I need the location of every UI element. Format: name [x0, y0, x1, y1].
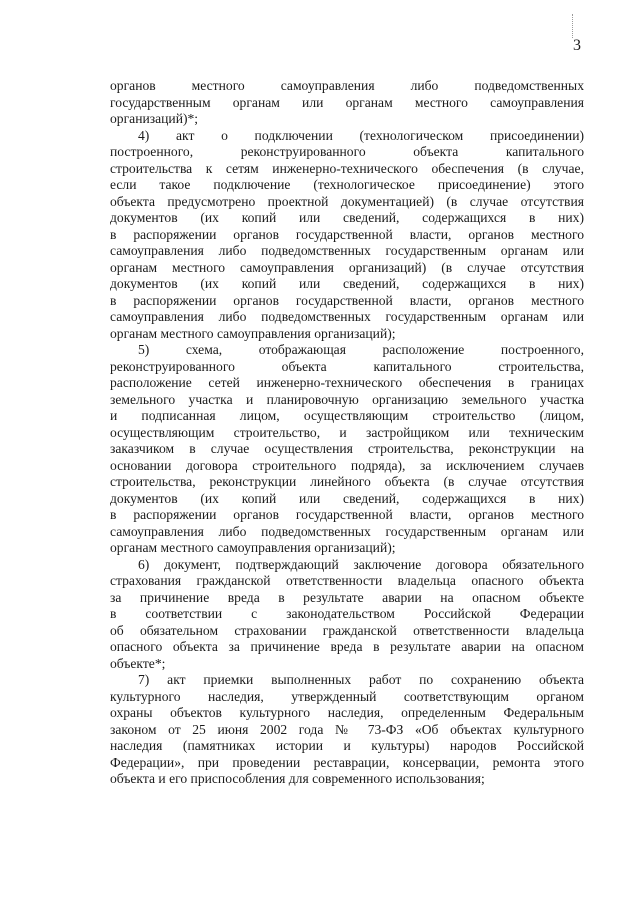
text-line: культурного наследия, утвержденный соответствующим органом [110, 688, 584, 704]
text-line: основании договора строительного подряда), за исключением случаев [110, 457, 584, 473]
text-line: документов (их копий или сведений, содержащихся в них) [110, 490, 584, 506]
text-line: реконструированного объекта капитального строительства, [110, 358, 584, 374]
text-line: Федерации», при проведении реставрации, консервации, ремонта этого [110, 754, 584, 770]
text-line: строительства, реконструкции линейного объекта (в случае отсутствия [110, 474, 584, 489]
document-body [110, 78, 584, 788]
text-line: опасного объекта за причинение вреда в результате аварии на опасном [110, 639, 584, 654]
text-line: органов местного самоуправления либо подведомственных [110, 78, 584, 93]
text-line: самоуправления либо подведомственных государственным органам или [110, 309, 584, 324]
text-line: 5) схема, отображающая расположение построенного, [138, 342, 584, 357]
text-line: документов (их копий или сведений, содержащихся в них) [110, 276, 584, 291]
text-line: страхования гражданской ответственности владельца опасного объекта [110, 573, 584, 588]
text-line: осуществляющим строительство, и застройщиком или техническим [110, 424, 584, 440]
text-line: законом от 25 июня 2002 года № 73-ФЗ «Об объектах культурного [110, 721, 584, 737]
text-line: органам местного самоуправления организаций) (в случае отсутствия [110, 259, 584, 275]
text-line: заказчиком в случае осуществления строительства, реконструкции на [110, 441, 584, 456]
text-line: 6) документ, подтверждающий заключение договора обязательного [138, 556, 584, 572]
text-line: в соответствии с законодательством Российской Федерации [110, 606, 584, 621]
text-line: 7) акт приемки выполненных работ по сохранению объекта [138, 672, 584, 687]
text-line: объекта и его приспособления для современного использования; [110, 771, 485, 786]
text-line: земельного участка и планировочную организацию земельного участка [110, 391, 584, 407]
text-line: объекте*; [110, 655, 166, 671]
text-line: расположение сетей инженерно-технического обеспечения в границах [110, 375, 584, 390]
text-line: самоуправления либо подведомственных государственным органам или [110, 243, 584, 258]
page-number: 3 [573, 37, 581, 54]
text-line: строительства к сетям инженерно-технического обеспечения (в случае, [110, 160, 584, 176]
text-line: в распоряжении органов государственной власти, органов местного [110, 226, 584, 242]
text-line: в распоряжении органов государственной власти, органов местного [110, 292, 584, 308]
text-line: органам местного самоуправления организаций); [110, 540, 396, 555]
scan-mark [572, 14, 574, 38]
text-line: органам местного самоуправления организаций); [110, 325, 396, 341]
text-line: и подписанная лицом, осуществляющим строительство (лицом, [110, 408, 584, 423]
text-line: государственным органам или органам местного самоуправления [110, 94, 584, 110]
text-line: организаций)*; [110, 111, 199, 126]
text-line: охраны объектов культурного наследия, определенным Федеральным [110, 705, 584, 720]
text-line: самоуправления либо подведомственных государственным органам или [110, 523, 584, 539]
text-line: за причинение вреда в результате аварии на опасном объекте [110, 589, 584, 605]
text-line: в распоряжении органов государственной власти, органов местного [110, 507, 584, 522]
text-line: если такое подключение (технологическое присоединение) этого [110, 177, 584, 192]
text-line: 4) акт о подключении (технологическом присоединении) [138, 127, 584, 143]
text-line: об обязательном страховании гражданской ответственности владельца [110, 622, 584, 638]
text-line: построенного, реконструированного объекта капитального [110, 144, 584, 159]
text-line: документов (их копий или сведений, содержащихся в них) [110, 210, 584, 225]
text-line: наследия (памятниках истории и культуры) народов Российской [110, 738, 584, 753]
text-line: объекта предусмотрено проектной документацией) (в случае отсутствия [110, 193, 584, 209]
